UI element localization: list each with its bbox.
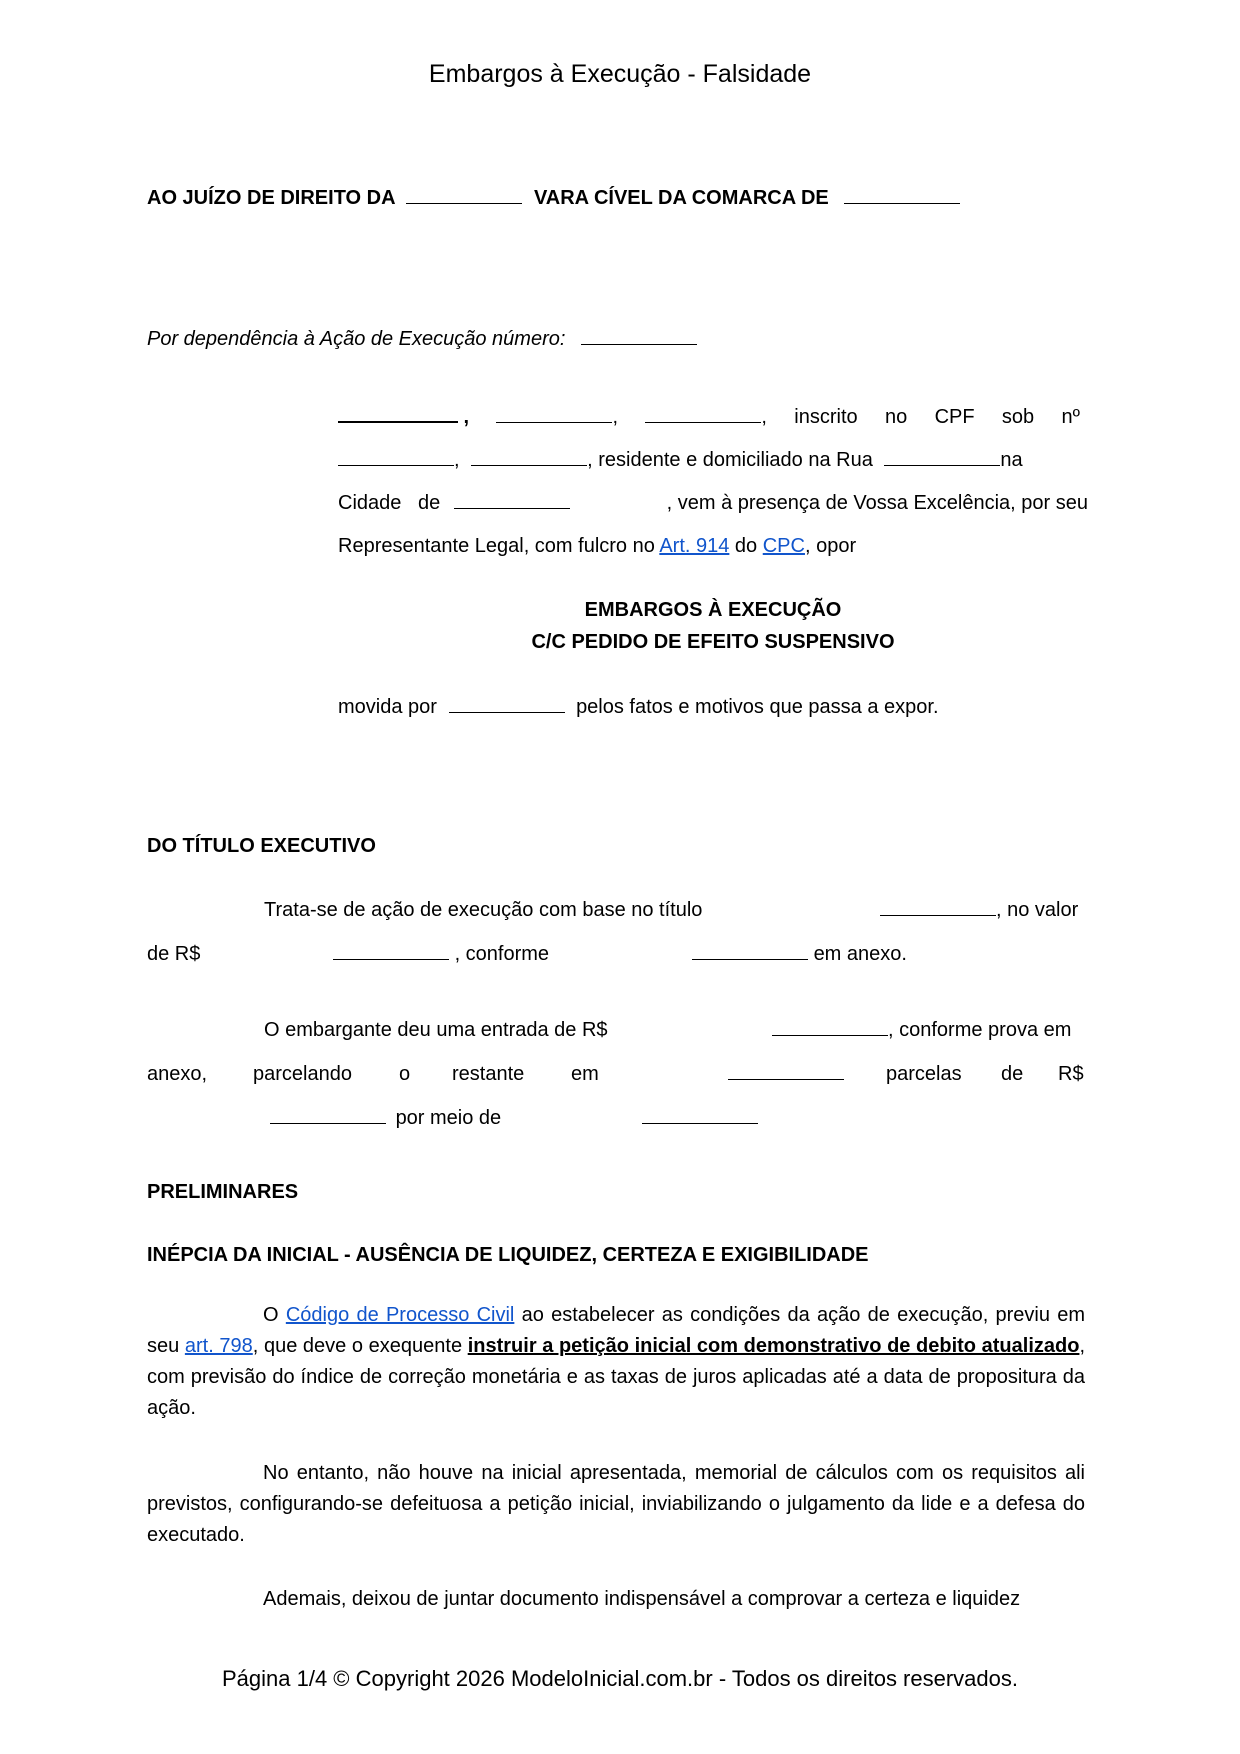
qualification-line-4 xyxy=(338,534,856,558)
blank-title-document[interactable] xyxy=(692,945,808,960)
address-middle: VARA CÍVEL DA COMARCA DE xyxy=(533,187,829,209)
page-title: Embargos à Execução - Falsidade xyxy=(428,60,812,88)
word-cpf: CPF xyxy=(934,406,975,428)
blank-moved-by[interactable] xyxy=(449,698,565,713)
titulo-p1-value: , no valor xyxy=(996,899,1079,921)
section-heading-preliminares: PRELIMINARES xyxy=(147,1181,299,1203)
word-o: o xyxy=(399,1063,411,1085)
blank-rg[interactable] xyxy=(471,451,587,466)
action-title-line-1: EMBARGOS À EXECUÇÃO xyxy=(584,599,842,621)
blank-payment-method[interactable] xyxy=(642,1109,758,1124)
blank-city[interactable] xyxy=(454,494,570,509)
blank-title-value[interactable] xyxy=(333,945,449,960)
moved-by-end: pelos fatos e motivos que passa a expor. xyxy=(576,696,939,718)
blank-vara-number[interactable] xyxy=(406,189,522,204)
word-em: em xyxy=(571,1063,599,1085)
dependency-text: Por dependência à Ação de Execução número: xyxy=(147,328,566,350)
preliminares-paragraph-1 xyxy=(147,1300,1085,1424)
blank-comarca[interactable] xyxy=(844,189,960,204)
word-numero: nº xyxy=(1061,406,1080,428)
art-798-link[interactable]: art. 798 xyxy=(184,1335,253,1357)
blank-cpf[interactable] xyxy=(338,451,454,466)
legal-basis-text: Representante Legal, com fulcro no xyxy=(338,535,655,557)
word-restante: restante xyxy=(452,1063,525,1085)
qualification-line-2: , , residente e domiciliado na Rua na xyxy=(338,448,1088,472)
blank-payment-method-wrap xyxy=(642,1106,758,1130)
word-no: no xyxy=(884,406,908,428)
section-heading-titulo: DO TÍTULO EXECUTIVO xyxy=(147,835,376,857)
word-de: de xyxy=(1001,1063,1024,1085)
blank-nationality[interactable] xyxy=(496,408,612,423)
blank-installments-count[interactable] xyxy=(728,1065,844,1080)
city-label: Cidade de xyxy=(338,492,441,514)
name-blank-group: , xyxy=(338,405,469,429)
p1-start: O xyxy=(263,1304,279,1326)
titulo-p1-rs: de R$ xyxy=(147,943,201,965)
presence-text: , vem à presença de Vossa Excelência, por seu xyxy=(666,492,1088,514)
opor-text: , opor xyxy=(804,535,857,557)
blank-down-payment[interactable] xyxy=(772,1021,888,1036)
p1-mid1: ao estabelecer as condições da ação de execução, previu em seu xyxy=(147,1304,1086,1357)
blank-party-name[interactable] xyxy=(338,407,458,423)
titulo-p2-l3-group xyxy=(270,1106,501,1130)
word-sob: sob xyxy=(1001,406,1035,428)
blank-installment-value[interactable] xyxy=(270,1109,386,1124)
word-parcelando: parcelando xyxy=(253,1063,352,1085)
por-meio-de: por meio de xyxy=(395,1107,502,1129)
preliminares-paragraph-2 xyxy=(147,1458,1085,1551)
word-parcelas: parcelas xyxy=(886,1063,962,1085)
moved-by-label: movida por xyxy=(338,696,437,718)
titulo-conforme: , conforme xyxy=(454,943,550,965)
titulo-em-anexo: em anexo. xyxy=(813,943,907,965)
titulo-p1-value-group xyxy=(880,898,1078,922)
word-rs: R$ xyxy=(1058,1063,1084,1085)
titulo-p2-end-group xyxy=(772,1018,1071,1042)
nationality-group: , xyxy=(496,405,618,429)
titulo-p1-l2-mid-group xyxy=(333,942,549,966)
preliminares-paragraph-3 xyxy=(147,1584,1085,1615)
titulo-p1-start: Trata-se de ação de execução com base no título xyxy=(264,899,703,921)
cpc-full-link[interactable]: Código de Processo Civil xyxy=(285,1304,515,1326)
court-address xyxy=(147,186,960,210)
titulo-p2-start: O embargante deu uma entrada de R$ xyxy=(264,1019,608,1041)
cpc-link[interactable]: CPC xyxy=(762,535,805,557)
marital-group: , xyxy=(645,405,767,429)
qualification-line-3 xyxy=(338,491,1088,515)
city-group xyxy=(338,491,570,515)
blank-process-number[interactable] xyxy=(581,330,697,345)
word-do: do xyxy=(734,535,758,557)
blank-title-type[interactable] xyxy=(880,901,996,916)
p3-text: Ademais, deixou de juntar documento indispensável a comprovar a certeza e liquidez xyxy=(263,1588,1021,1610)
blank-installments-count-wrap xyxy=(728,1062,844,1086)
word-inscrito: inscrito xyxy=(794,406,858,428)
p1-end: , com previsão do índice de correção monetária e as taxas de juros aplicadas até a data de propositura da ação. xyxy=(147,1335,1085,1419)
word-na: na xyxy=(1000,449,1023,471)
p1-mid2: , que deve o exequente xyxy=(252,1335,463,1357)
p2-text: No entanto, não houve na inicial apresentada, memorial de cálculos com os requisitos ali previstos, configurando-se defeituosa a petição inicial, inviabilizando o julgamento da lide e a defesa do executado. xyxy=(147,1462,1085,1546)
moved-by-line xyxy=(338,695,939,719)
dependency-line xyxy=(147,327,697,351)
residence-text: , residente e domiciliado na Rua xyxy=(587,449,873,471)
word-anexo: anexo, xyxy=(147,1063,208,1085)
action-title-line-2: C/C PEDIDO DE EFEITO SUSPENSIVO xyxy=(531,631,895,653)
titulo-p2-end: , conforme prova em xyxy=(888,1019,1072,1041)
art-914-link[interactable]: Art. 914 xyxy=(659,535,730,557)
blank-street[interactable] xyxy=(884,451,1000,466)
titulo-p1-l2-end-group xyxy=(692,942,907,966)
address-prefix: AO JUÍZO DE DIREITO DA xyxy=(147,187,395,209)
p1-emphasis: instruir a petição inicial com demonstrativo de debito atualizado xyxy=(467,1335,1080,1357)
section-subheading-inepcia: INÉPCIA DA INICIAL - AUSÊNCIA DE LIQUIDEZ, CERTEZA E EXIGIBILIDADE xyxy=(147,1244,869,1266)
blank-marital-status[interactable] xyxy=(645,408,761,423)
page-footer: Página 1/4 © Copyright 2026 ModeloInicial.com.br - Todos os direitos reservados. xyxy=(222,1666,1018,1691)
qualification-line-1 xyxy=(338,405,1088,429)
